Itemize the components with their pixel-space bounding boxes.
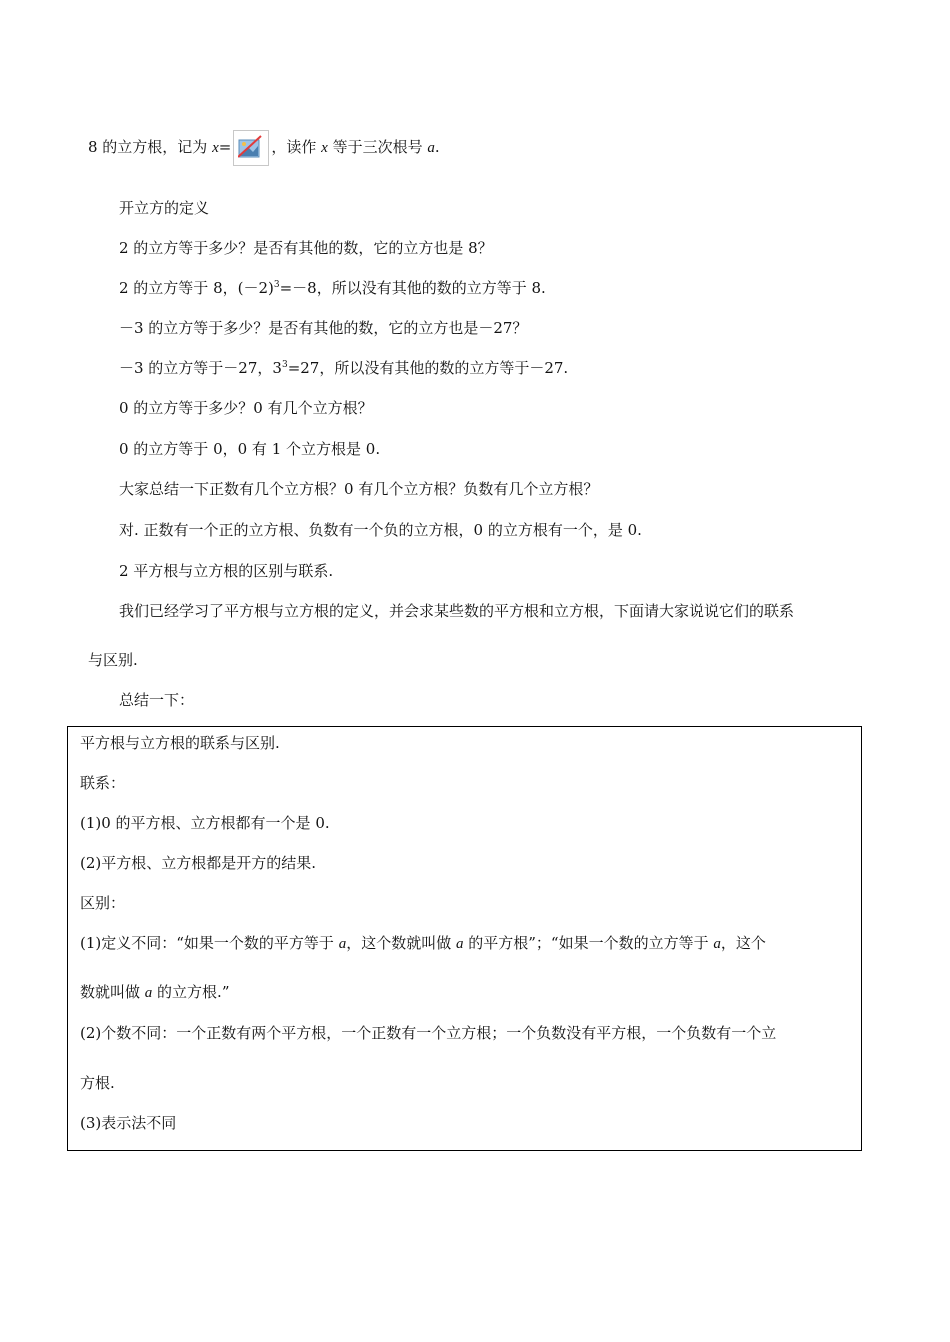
connection-item: (2)平方根、立方根都是开方的结果. <box>80 854 317 872</box>
connection-item: (1)0 的平方根、立方根都有一个是 0. <box>80 814 330 832</box>
answer-line: 0 的立方等于 0，0 有 1 个立方根是 0. <box>119 440 381 458</box>
answer-line <box>119 278 546 298</box>
difference-item <box>80 933 766 954</box>
exponent: 3 <box>281 360 288 370</box>
broken-image-icon <box>233 130 269 166</box>
box-title: 平方根与立方根的联系与区别. <box>80 734 280 752</box>
variable-a: a <box>144 985 153 1001</box>
variable-a: a <box>338 936 347 952</box>
difference-text: (1)定义不同：“如果一个数的平方等于 <box>80 934 339 952</box>
exponent: 3 <box>273 280 280 290</box>
intro-text-2: ，读作 <box>271 138 322 156</box>
variable-a: a <box>455 936 464 952</box>
difference-item-continued <box>80 982 230 1003</box>
difference-item: (2)个数不同：一个正数有两个平方根，一个正数有一个立方根；一个负数没有平方根，一个负数有一个立 <box>80 1024 777 1042</box>
paragraph-line-continued: 与区别. <box>88 651 138 669</box>
intro-text-4: . <box>434 138 440 156</box>
difference-text: 数就叫做 <box>80 983 145 1001</box>
answer-line: 对. 正数有一个正的立方根、负数有一个负的立方根，0 的立方根有一个，是 0. <box>119 521 642 539</box>
difference-label: 区别： <box>80 894 126 912</box>
difference-text: 的平方根”；“如果一个数的立方等于 <box>463 934 714 952</box>
question-line: 大家总结一下正数有几个立方根？0 有几个立方根？负数有几个立方根？ <box>119 480 599 498</box>
difference-item: (3)表示法不同 <box>80 1114 177 1132</box>
question-line: 2 的立方等于多少？是否有其他的数，它的立方也是 8？ <box>119 239 493 257</box>
answer-text: =－8，所以没有其他的数的立方等于 8. <box>279 279 546 297</box>
variable-x: x <box>321 140 328 156</box>
variable-a: a <box>427 140 435 156</box>
difference-item-continued: 方根. <box>80 1074 115 1092</box>
intro-text-3: 等于三次根号 <box>327 138 428 156</box>
heading-cube-root-definition: 开立方的定义 <box>119 199 210 217</box>
variable-x: x <box>212 140 219 156</box>
answer-text: =27，所以没有其他的数的立方等于－27. <box>287 359 569 377</box>
difference-text: 的立方根.” <box>152 983 230 1001</box>
connection-label: 联系： <box>80 774 126 792</box>
difference-text: ，这个数就叫做 <box>346 934 456 952</box>
question-line: 0 的立方等于多少？0 有几个立方根？ <box>119 399 373 417</box>
intro-text-1: 8 的立方根，记为 <box>88 138 213 156</box>
answer-text: 2 的立方等于 8，(－2) <box>119 279 274 297</box>
equals-sign: = <box>218 138 232 156</box>
paragraph-line: 我们已经学习了平方根与立方根的定义，并会求某些数的平方根和立方根，下面请大家说说它们的联系 <box>119 602 795 620</box>
summary-box <box>67 726 862 1151</box>
difference-text: ，这个 <box>720 934 766 952</box>
variable-a: a <box>713 936 721 952</box>
answer-text: －3 的立方等于－27，3 <box>119 359 282 377</box>
question-line: －3 的立方等于多少？是否有其他的数，它的立方也是－27？ <box>119 319 528 337</box>
intro-line <box>88 130 440 166</box>
section-heading: 2 平方根与立方根的区别与联系. <box>119 562 334 580</box>
answer-line <box>119 358 568 378</box>
summary-label: 总结一下： <box>119 691 195 709</box>
